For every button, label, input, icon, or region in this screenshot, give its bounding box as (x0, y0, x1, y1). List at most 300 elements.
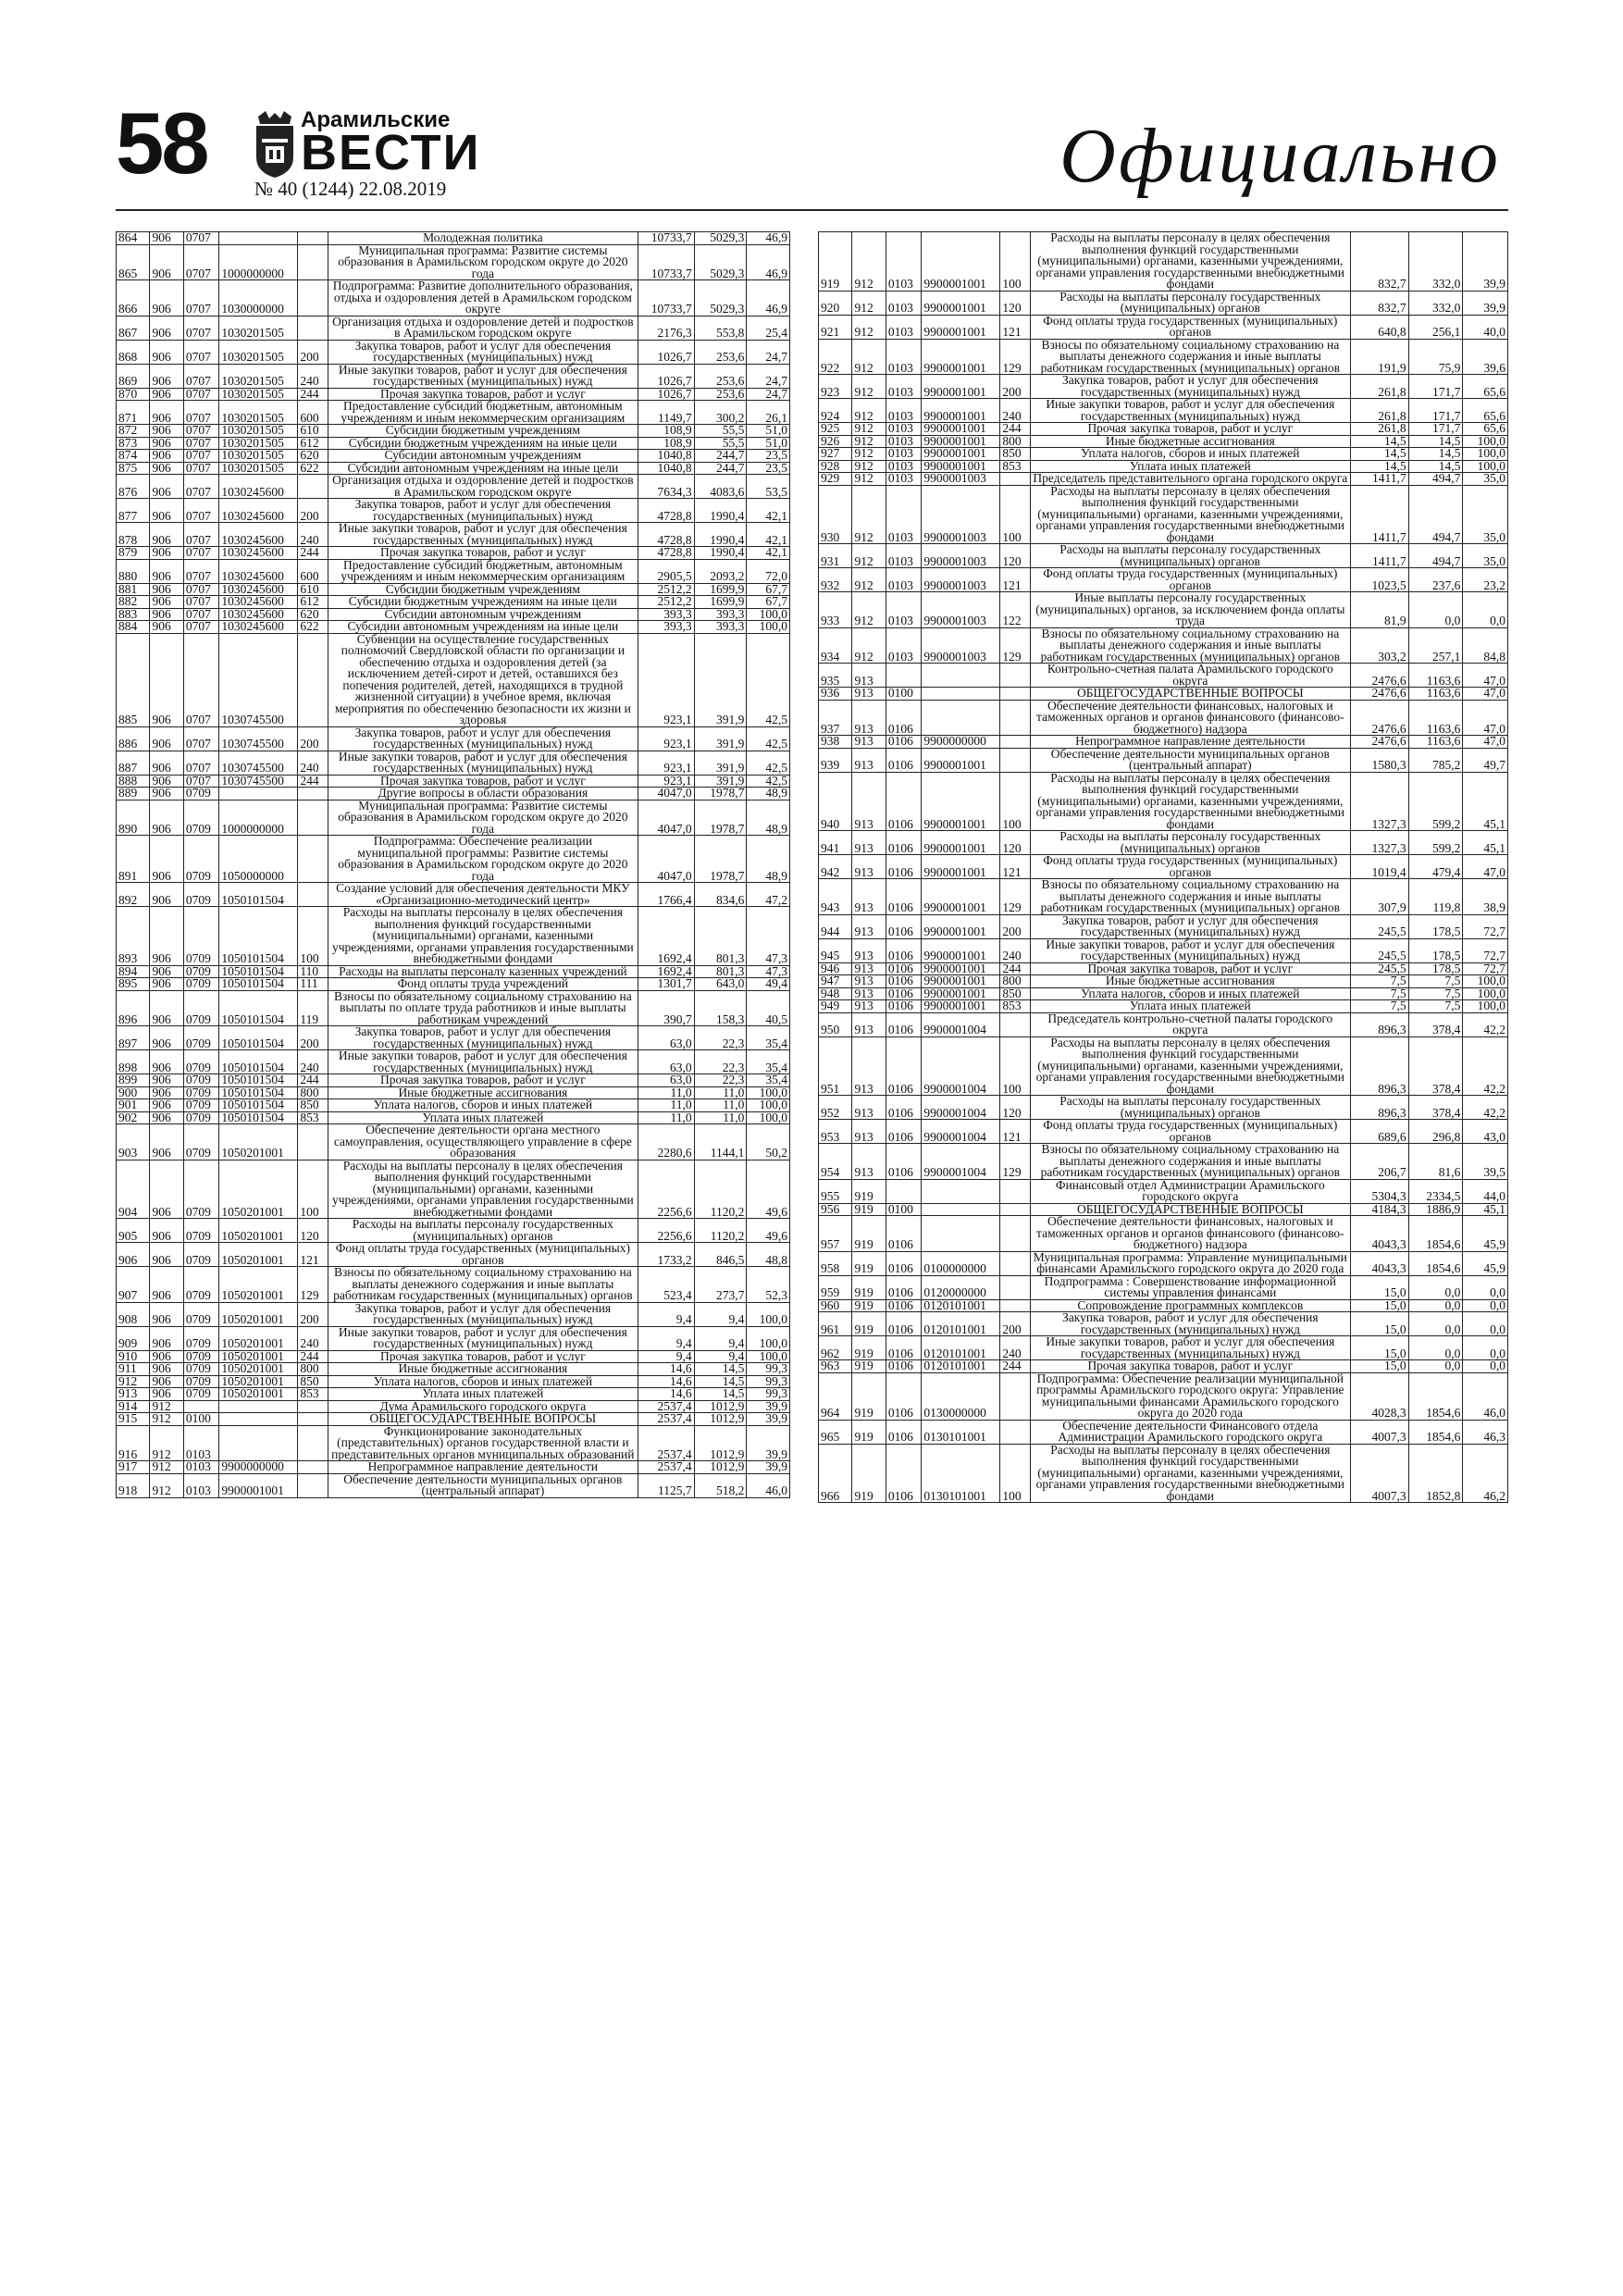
execution-percent-cell: 24,7 (747, 364, 790, 388)
table-row (117, 244, 790, 280)
planned-amount-cell: 2476,6 (1350, 736, 1408, 749)
ministry-code-cell: 912 (852, 375, 886, 399)
expense-name-cell: Уплата налогов, сборов и иных платежей (1030, 448, 1350, 461)
executed-amount-cell: 178,5 (1408, 962, 1463, 975)
planned-amount-cell: 4007,3 (1350, 1444, 1408, 1503)
table-row (117, 1388, 790, 1401)
executed-amount-cell: 1012,9 (694, 1413, 747, 1426)
table-row (117, 1124, 790, 1160)
planned-amount-cell: 4728,8 (638, 499, 694, 523)
section-code-cell: 0707 (183, 450, 218, 463)
executed-amount-cell: 1990,4 (694, 523, 747, 547)
executed-amount-cell: 1120,2 (694, 1219, 747, 1243)
expense-type-code-cell (1000, 1179, 1030, 1203)
expense-name-cell: Иные бюджетные ассигнования (1030, 975, 1350, 988)
execution-percent-cell: 39,6 (1463, 339, 1508, 375)
table-row (117, 775, 790, 788)
row-number-cell: 890 (117, 800, 150, 836)
section-code-cell: 0709 (183, 836, 218, 883)
expense-type-code-cell: 110 (298, 965, 328, 978)
section-code-cell: 0106 (886, 879, 921, 915)
row-number-cell: 942 (819, 855, 852, 879)
executed-amount-cell: 14,5 (1408, 448, 1463, 461)
table-row (819, 544, 1508, 568)
planned-amount-cell: 4047,0 (638, 836, 694, 883)
executed-amount-cell: 599,2 (1408, 772, 1463, 831)
execution-percent-cell: 45,9 (1463, 1216, 1508, 1252)
expense-type-code-cell (1000, 1299, 1030, 1312)
row-number-cell: 878 (117, 523, 150, 547)
expense-name-cell: Расходы на выплаты персоналу государственных (муниципальных) органов (328, 1219, 638, 1243)
expense-name-cell: Прочая закупка товаров, работ и услуг (328, 775, 638, 788)
execution-percent-cell: 100,0 (1463, 460, 1508, 473)
planned-amount-cell: 81,9 (1350, 592, 1408, 628)
planned-amount-cell: 832,7 (1350, 232, 1408, 292)
target-article-code-cell: 1030245600 (219, 499, 298, 523)
ministry-code-cell: 906 (150, 1160, 183, 1219)
ministry-code-cell: 913 (852, 914, 886, 938)
execution-percent-cell: 35,4 (747, 1026, 790, 1050)
section-code-cell: 0103 (886, 435, 921, 448)
section-code-cell: 0106 (886, 1036, 921, 1096)
executed-amount-cell: 1012,9 (694, 1425, 747, 1461)
target-article-code-cell: 1050201001 (219, 1124, 298, 1160)
table-row (819, 914, 1508, 938)
executed-amount-cell: 0,0 (1408, 592, 1463, 628)
planned-amount-cell: 245,5 (1350, 914, 1408, 938)
expense-name-cell: Уплата налогов, сборов и иных платежей (328, 1099, 638, 1112)
execution-percent-cell: 52,3 (747, 1267, 790, 1303)
section-code-cell: 0709 (183, 1243, 218, 1267)
section-code-cell: 0707 (183, 547, 218, 560)
table-row (819, 448, 1508, 461)
target-article-code-cell: 1030745500 (219, 775, 298, 788)
row-number-cell: 922 (819, 339, 852, 375)
executed-amount-cell: 1978,7 (694, 788, 747, 800)
executed-amount-cell: 1144,1 (694, 1124, 747, 1160)
expense-type-code-cell: 121 (1000, 855, 1030, 879)
executed-amount-cell: 2093,2 (694, 559, 747, 583)
section-code-cell: 0103 (886, 399, 921, 423)
table-row (819, 1000, 1508, 1013)
row-number-cell: 963 (819, 1360, 852, 1373)
expense-name-cell: Закупка товаров, работ и услуг для обеспечения государственных (муниципальных) нужд (328, 726, 638, 751)
execution-percent-cell: 23,2 (1463, 568, 1508, 592)
ministry-code-cell: 906 (150, 232, 183, 245)
target-article-code-cell: 1030745500 (219, 751, 298, 775)
execution-percent-cell: 49,6 (747, 1160, 790, 1219)
target-article-code-cell: 1050101504 (219, 1050, 298, 1074)
executed-amount-cell: 14,5 (694, 1363, 747, 1376)
execution-percent-cell: 44,0 (1463, 1179, 1508, 1203)
executed-amount-cell: 1990,4 (694, 499, 747, 523)
header-rule (116, 209, 1508, 211)
target-article-code-cell: 1050000000 (219, 836, 298, 883)
executed-amount-cell: 158,3 (694, 990, 747, 1026)
ministry-code-cell: 906 (150, 450, 183, 463)
expense-type-code-cell (298, 788, 328, 800)
row-number-cell: 952 (819, 1096, 852, 1120)
row-number-cell: 868 (117, 340, 150, 364)
table-row (117, 1461, 790, 1474)
row-number-cell: 916 (117, 1425, 150, 1461)
execution-percent-cell: 51,0 (747, 437, 790, 450)
expense-name-cell: ОБЩЕГОСУДАРСТВЕННЫЕ ВОПРОСЫ (1030, 1203, 1350, 1216)
expense-type-code-cell: 850 (1000, 448, 1030, 461)
execution-percent-cell: 47,3 (747, 907, 790, 966)
row-number-cell: 873 (117, 437, 150, 450)
row-number-cell: 923 (819, 375, 852, 399)
expense-name-cell: Взносы по обязательному социальному страхованию на выплаты денежного содержания и иные выплаты работникам государственных (муниципальных) органов (1030, 627, 1350, 664)
ministry-code-cell: 906 (150, 883, 183, 907)
execution-percent-cell: 47,3 (747, 965, 790, 978)
table-row (117, 1473, 790, 1497)
section-code-cell: 0103 (183, 1461, 218, 1474)
ministry-code-cell: 919 (852, 1179, 886, 1203)
expense-type-code-cell (298, 800, 328, 836)
ministry-code-cell: 906 (150, 559, 183, 583)
executed-amount-cell: 391,9 (694, 751, 747, 775)
ministry-code-cell: 913 (852, 987, 886, 1000)
planned-amount-cell: 245,5 (1350, 962, 1408, 975)
target-article-code-cell: 9900001001 (922, 375, 1000, 399)
target-article-code-cell: 9900001001 (922, 435, 1000, 448)
target-article-code-cell: 0100000000 (922, 1251, 1000, 1275)
expense-name-cell: Обеспечение деятельности муниципальных органов (центральный аппарат) (328, 1473, 638, 1497)
executed-amount-cell: 785,2 (1408, 748, 1463, 772)
executed-amount-cell: 14,5 (1408, 435, 1463, 448)
planned-amount-cell: 4728,8 (638, 547, 694, 560)
ministry-code-cell: 906 (150, 1124, 183, 1160)
planned-amount-cell: 15,0 (1350, 1312, 1408, 1336)
ministry-code-cell: 906 (150, 1243, 183, 1267)
table-row (819, 423, 1508, 436)
row-number-cell: 879 (117, 547, 150, 560)
table-row (117, 1160, 790, 1219)
section-code-cell: 0103 (886, 291, 921, 315)
execution-percent-cell: 48,9 (747, 836, 790, 883)
executed-amount-cell: 1163,6 (1408, 700, 1463, 736)
target-article-code-cell: 1050101504 (219, 965, 298, 978)
execution-percent-cell: 35,0 (1463, 544, 1508, 568)
executed-amount-cell: 1990,4 (694, 547, 747, 560)
execution-percent-cell: 47,0 (1463, 855, 1508, 879)
executed-amount-cell: 5029,3 (694, 280, 747, 316)
row-number-cell: 918 (117, 1473, 150, 1497)
expense-type-code-cell (1000, 1012, 1030, 1036)
execution-percent-cell: 100,0 (1463, 1000, 1508, 1013)
expense-type-code-cell: 111 (298, 978, 328, 991)
planned-amount-cell: 1125,7 (638, 1473, 694, 1497)
section-code-cell: 0106 (886, 1420, 921, 1444)
execution-percent-cell: 49,6 (747, 1219, 790, 1243)
execution-percent-cell: 47,2 (747, 883, 790, 907)
ministry-code-cell: 912 (852, 448, 886, 461)
expense-name-cell: Расходы на выплаты персоналу в целях обеспечения выполнения функций государственными (муниципальными) органами, казенными учреждениями, органами управления государственными внебюджетными фондами (1030, 772, 1350, 831)
ministry-code-cell: 912 (852, 399, 886, 423)
row-number-cell: 865 (117, 244, 150, 280)
expense-type-code-cell: 850 (298, 1099, 328, 1112)
ministry-code-cell: 906 (150, 1219, 183, 1243)
executed-amount-cell: 1699,9 (694, 596, 747, 609)
row-number-cell: 864 (117, 232, 150, 245)
expense-name-cell: Подпрограмма: Обеспечение реализации муниципальной программы: Развитие системы образования в Арамильском городском округе до 2020 года (328, 836, 638, 883)
table-row (819, 568, 1508, 592)
ministry-code-cell: 912 (852, 315, 886, 339)
expense-type-code-cell: 800 (298, 1363, 328, 1376)
expense-type-code-cell (298, 1425, 328, 1461)
expense-name-cell: Расходы на выплаты персоналу казенных учреждений (328, 965, 638, 978)
executed-amount-cell: 171,7 (1408, 423, 1463, 436)
target-article-code-cell: 0120101001 (922, 1336, 1000, 1360)
row-number-cell: 932 (819, 568, 852, 592)
section-code-cell: 0707 (183, 244, 218, 280)
planned-amount-cell: 896,3 (1350, 1012, 1408, 1036)
expense-type-code-cell: 612 (298, 437, 328, 450)
target-article-code-cell: 9900001004 (922, 1036, 1000, 1096)
section-code-cell: 0106 (886, 975, 921, 988)
ministry-code-cell: 913 (852, 1096, 886, 1120)
expense-name-cell: Субсидии автономным учреждениям на иные цели (328, 462, 638, 475)
executed-amount-cell: 1854,6 (1408, 1420, 1463, 1444)
planned-amount-cell: 4043,3 (1350, 1216, 1408, 1252)
target-article-code-cell: 1030201505 (219, 437, 298, 450)
section-code-cell: 0106 (886, 700, 921, 736)
target-article-code-cell: 9900001001 (922, 772, 1000, 831)
expense-type-code-cell: 200 (298, 1302, 328, 1326)
expense-name-cell: Подпрограмма: Обеспечение реализации муниципальной программы Арамильского городского округа: Управление муниципальными финансами Арамильского городского округа до 2020 года (1030, 1372, 1350, 1420)
target-article-code-cell: 1030201505 (219, 450, 298, 463)
ministry-code-cell: 919 (852, 1444, 886, 1503)
row-number-cell: 888 (117, 775, 150, 788)
expense-type-code-cell: 850 (298, 1375, 328, 1388)
row-number-cell: 882 (117, 596, 150, 609)
planned-amount-cell: 307,9 (1350, 879, 1408, 915)
target-article-code-cell: 1030201505 (219, 364, 298, 388)
expense-type-code-cell: 100 (1000, 232, 1030, 292)
execution-percent-cell: 25,4 (747, 316, 790, 340)
row-number-cell: 944 (819, 914, 852, 938)
ministry-code-cell: 906 (150, 633, 183, 726)
row-number-cell: 913 (117, 1388, 150, 1401)
table-row (819, 1360, 1508, 1373)
execution-percent-cell: 45,1 (1463, 831, 1508, 855)
budget-table-right-body (819, 232, 1508, 1503)
ministry-code-cell: 912 (150, 1400, 183, 1413)
expense-name-cell: Закупка товаров, работ и услуг для обеспечения государственных (муниципальных) нужд (1030, 914, 1350, 938)
section-code-cell: 0106 (886, 772, 921, 831)
planned-amount-cell: 9,4 (638, 1302, 694, 1326)
section-code-cell: 0707 (183, 437, 218, 450)
execution-percent-cell: 42,2 (1463, 1036, 1508, 1096)
expense-name-cell: Муниципальная программа: Развитие системы образования в Арамильском городском округе до 2020 года (328, 244, 638, 280)
row-number-cell: 959 (819, 1275, 852, 1299)
planned-amount-cell: 1411,7 (1350, 485, 1408, 544)
ministry-code-cell: 913 (852, 700, 886, 736)
expense-type-code-cell: 240 (298, 751, 328, 775)
target-article-code-cell: 1030201505 (219, 425, 298, 438)
ministry-code-cell: 906 (150, 1086, 183, 1099)
table-row (117, 633, 790, 726)
expense-name-cell: Прочая закупка товаров, работ и услуг (328, 388, 638, 401)
execution-percent-cell: 24,7 (747, 388, 790, 401)
table-row (819, 1444, 1508, 1503)
executed-amount-cell: 273,7 (694, 1267, 747, 1303)
execution-percent-cell: 42,1 (747, 523, 790, 547)
planned-amount-cell: 15,0 (1350, 1360, 1408, 1373)
expense-name-cell: Взносы по обязательному социальному страхованию на выплаты по оплате труда работников и иные выплаты работникам учреждений (328, 990, 638, 1026)
section-code-cell: 0707 (183, 388, 218, 401)
expense-name-cell: Прочая закупка товаров, работ и услуг (328, 1074, 638, 1087)
row-number-cell: 872 (117, 425, 150, 438)
expense-type-code-cell: 200 (1000, 375, 1030, 399)
planned-amount-cell: 14,5 (1350, 460, 1408, 473)
ministry-code-cell: 919 (852, 1420, 886, 1444)
execution-percent-cell: 46,0 (747, 1473, 790, 1497)
expense-name-cell: Сопровождение программных комплексов (1030, 1299, 1350, 1312)
expense-type-code-cell: 100 (1000, 1036, 1030, 1096)
expense-name-cell: Прочая закупка товаров, работ и услуг (1030, 1360, 1350, 1373)
ministry-code-cell: 912 (852, 435, 886, 448)
target-article-code-cell: 1030245600 (219, 523, 298, 547)
expense-name-cell: Прочая закупка товаров, работ и услуг (328, 547, 638, 560)
planned-amount-cell: 1327,3 (1350, 772, 1408, 831)
table-row (117, 800, 790, 836)
ministry-code-cell: 913 (852, 1012, 886, 1036)
section-code-cell: 0709 (183, 1160, 218, 1219)
expense-name-cell: Взносы по обязательному социальному страхованию на выплаты денежного содержания и иные выплаты работникам государственных (муниципальных) органов (1030, 339, 1350, 375)
planned-amount-cell: 1040,8 (638, 450, 694, 463)
planned-amount-cell: 7,5 (1350, 1000, 1408, 1013)
table-row (117, 1326, 790, 1350)
section-code-cell: 0106 (886, 1360, 921, 1373)
row-number-cell: 945 (819, 938, 852, 962)
expense-type-code-cell (298, 316, 328, 340)
target-article-code-cell: 0130101001 (922, 1444, 1000, 1503)
expense-name-cell: Обеспечение деятельности финансовых, налоговых и таможенных органов и органов финансового (финансово-бюджетного) надзора (1030, 1216, 1350, 1252)
expense-name-cell: Расходы на выплаты персоналу в целях обеспечения выполнения функций государственными (муниципальными) органами, казенными учреждениями, органами управления государственными внебюджетными фондами (1030, 485, 1350, 544)
row-number-cell: 966 (819, 1444, 852, 1503)
ministry-code-cell: 912 (150, 1461, 183, 1474)
planned-amount-cell: 4028,3 (1350, 1372, 1408, 1420)
expense-name-cell: Фонд оплаты труда государственных (муниципальных) органов (1030, 568, 1350, 592)
target-article-code-cell: 9900000000 (219, 1461, 298, 1474)
table-row (117, 1350, 790, 1363)
planned-amount-cell: 4047,0 (638, 788, 694, 800)
expense-name-cell: Закупка товаров, работ и услуг для обеспечения государственных (муниципальных) нужд (1030, 1312, 1350, 1336)
executed-amount-cell: 256,1 (1408, 315, 1463, 339)
expense-type-code-cell: 244 (1000, 962, 1030, 975)
planned-amount-cell: 2476,6 (1350, 700, 1408, 736)
planned-amount-cell: 640,8 (1350, 315, 1408, 339)
table-row (819, 938, 1508, 962)
expense-name-cell: Субсидии автономным учреждениям (328, 450, 638, 463)
table-row (117, 316, 790, 340)
executed-amount-cell: 1886,9 (1408, 1203, 1463, 1216)
executed-amount-cell: 11,0 (694, 1111, 747, 1124)
executed-amount-cell: 5029,3 (694, 244, 747, 280)
section-code-cell: 0103 (886, 592, 921, 628)
table-row (819, 1312, 1508, 1336)
row-number-cell: 895 (117, 978, 150, 991)
row-number-cell: 883 (117, 608, 150, 621)
row-number-cell: 927 (819, 448, 852, 461)
executed-amount-cell: 518,2 (694, 1473, 747, 1497)
execution-percent-cell: 42,2 (1463, 1012, 1508, 1036)
execution-percent-cell: 100,0 (747, 1326, 790, 1350)
table-row (117, 1425, 790, 1461)
row-number-cell: 924 (819, 399, 852, 423)
executed-amount-cell: 237,6 (1408, 568, 1463, 592)
section-code-cell: 0709 (183, 1050, 218, 1074)
row-number-cell: 877 (117, 499, 150, 523)
table-row (117, 1111, 790, 1124)
planned-amount-cell: 1692,4 (638, 907, 694, 966)
logo-small-text: Арамильские (301, 107, 451, 132)
target-article-code-cell (219, 1425, 298, 1461)
section-code-cell: 0103 (886, 627, 921, 664)
executed-amount-cell: 0,0 (1408, 1299, 1463, 1312)
target-article-code-cell: 9900001003 (922, 485, 1000, 544)
executed-amount-cell: 244,7 (694, 450, 747, 463)
target-article-code-cell: 1030245600 (219, 621, 298, 634)
table-row (819, 1144, 1508, 1180)
ministry-code-cell: 906 (150, 621, 183, 634)
executed-amount-cell: 4083,6 (694, 475, 747, 499)
ministry-code-cell: 913 (852, 736, 886, 749)
expense-type-code-cell: 244 (298, 1074, 328, 1087)
table-row (117, 559, 790, 583)
executed-amount-cell: 7,5 (1408, 975, 1463, 988)
target-article-code-cell: 9900001001 (922, 460, 1000, 473)
executed-amount-cell: 393,3 (694, 608, 747, 621)
row-number-cell: 869 (117, 364, 150, 388)
page-number: 58 (116, 94, 207, 192)
target-article-code-cell: 1030201505 (219, 316, 298, 340)
section-code-cell: 0707 (183, 364, 218, 388)
table-row (819, 1012, 1508, 1036)
row-number-cell: 929 (819, 473, 852, 486)
execution-percent-cell: 39,5 (1463, 1144, 1508, 1180)
table-row (819, 831, 1508, 855)
target-article-code-cell: 9900001001 (922, 831, 1000, 855)
executed-amount-cell: 11,0 (694, 1086, 747, 1099)
table-row (117, 1243, 790, 1267)
row-number-cell: 926 (819, 435, 852, 448)
executed-amount-cell: 391,9 (694, 775, 747, 788)
expense-type-code-cell (298, 1461, 328, 1474)
row-number-cell: 875 (117, 462, 150, 475)
table-row (819, 987, 1508, 1000)
target-article-code-cell: 0130101001 (922, 1420, 1000, 1444)
executed-amount-cell: 75,9 (1408, 339, 1463, 375)
ministry-code-cell: 906 (150, 499, 183, 523)
target-article-code-cell: 1030201505 (219, 401, 298, 425)
target-article-code-cell: 9900001004 (922, 1144, 1000, 1180)
section-code-cell: 0106 (886, 1144, 921, 1180)
section-code-cell: 0707 (183, 775, 218, 788)
executed-amount-cell: 1012,9 (694, 1400, 747, 1413)
executed-amount-cell: 0,0 (1408, 1275, 1463, 1299)
section-code-cell: 0709 (183, 800, 218, 836)
section-code-cell: 0709 (183, 1099, 218, 1112)
expense-name-cell: Иные бюджетные ассигнования (328, 1363, 638, 1376)
target-article-code-cell: 1000000000 (219, 800, 298, 836)
table-row (819, 473, 1508, 486)
execution-percent-cell: 65,6 (1463, 423, 1508, 436)
table-row (117, 978, 790, 991)
expense-name-cell: Муниципальная программа: Управление муниципальными финансами Арамильского городского округа до 2020 года (1030, 1251, 1350, 1275)
